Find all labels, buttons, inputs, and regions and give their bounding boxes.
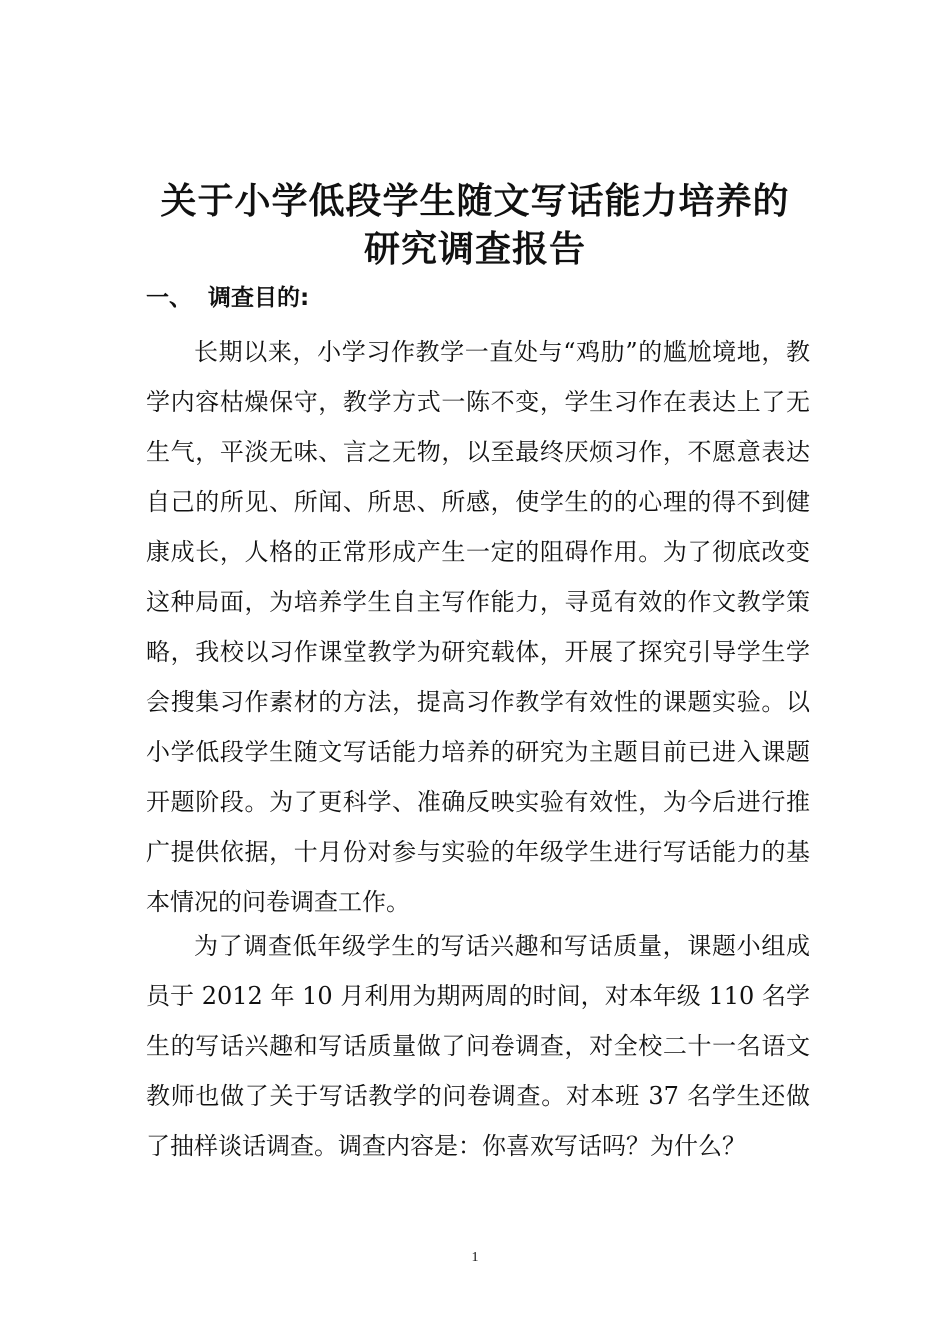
body-paragraph-1: 长期以来，小学习作教学一直处与“鸡肋”的尴尬境地，教学内容枯燥保守，教学方式一陈不变，学生习作在表达上了无生气，平淡无味、言之无物，以至最终厌烦习作，不愿意表达自己的所见、所闻、所思、所感，使学生的的心理的得不到健康成长，人格的正常形成产生一定的阻碍作用。为了彻底改变这种局面，为培养学生自主写作能力，寻觅有效的作文教学策略，我校以习作课堂教学为研究载体，开展了探究引导学生学会搜集习作素材的方法，提高习作教学有效性的课题实验。以小学低段学生随文写话能力培养的研究为主题目前已进入课题开题阶段。为了更科学、准确反映实验有效性，为今后进行推广提供依据，十月份对参与实验的年级学生进行写话能力的基本情况的问卷调查工作。 — [146, 338, 810, 916]
page-number: 1 — [471, 1250, 479, 1265]
section-number: 一、 — [146, 285, 192, 311]
body-paragraph-2: 为了调查低年级学生的写话兴趣和写话质量，课题小组成员于 2012 年 10 月利用为期两周的时间，对本年级 110 名学生的写话兴趣和写话质量做了问卷调查，对全校二十一名语文教师也做了关于写话教学的问卷调查。对本班 37 名学生还做了抽样谈话调查。调查内容是：你喜欢写话吗？为什么？ — [146, 932, 810, 1160]
section-heading-text: 调查目的: — [208, 285, 310, 311]
document-title-line-1: 关于小学低段学生随文写话能力培养的 — [160, 181, 790, 222]
section-heading — [146, 287, 309, 310]
document-title-line-2: 研究调查报告 — [363, 229, 586, 270]
